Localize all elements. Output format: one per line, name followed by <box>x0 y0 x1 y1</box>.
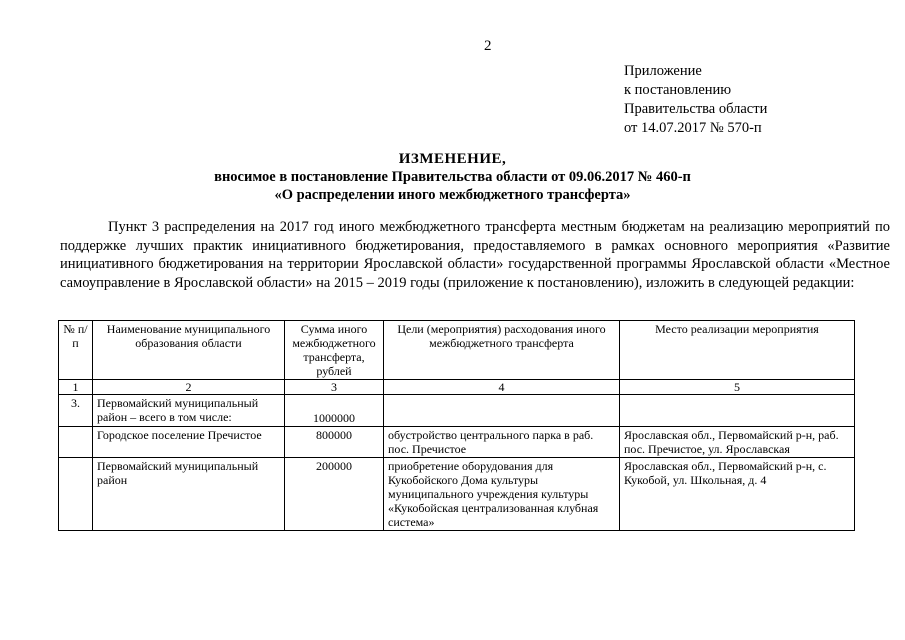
appendix-line: от 14.07.2017 № 570-п <box>624 120 762 136</box>
row-purpose: обустройство центрального парка в раб. пос. Пречистое <box>384 427 620 458</box>
table-header-row <box>59 321 855 380</box>
body-paragraph: Пункт 3 распределения на 2017 год иного межбюджетного трансферта местным бюджетам на реализацию мероприятий по поддержке лучших практик инициативного бюджетирования, предоставляемого в рамках основного мероприятия «Развитие инициативного бюджетирования на территории Ярославской области» государственной программы Ярославской области «Местное самоуправление в Ярославской области» на 2015 – 2019 годы (приложение к постановлению), изложить в следующей редакции: <box>60 219 890 291</box>
column-number: 4 <box>384 380 620 395</box>
title-line-3: «О распределении иного межбюджетного трансферта» <box>274 187 631 203</box>
distribution-table <box>58 320 855 531</box>
title-main: ИЗМЕНЕНИЕ, <box>398 151 507 167</box>
document-title <box>0 150 905 204</box>
table-row <box>59 458 855 531</box>
row-purpose: приобретение оборудования для Кукобойского Дома культуры муниципального учреждения культуры «Кукобойская централизованная клубная система» <box>384 458 620 531</box>
header-cell-name: Наименование муниципального образования области <box>93 321 285 380</box>
column-number: 3 <box>285 380 384 395</box>
row-amount: 200000 <box>285 458 384 531</box>
column-number-row <box>59 380 855 395</box>
column-number: 5 <box>620 380 855 395</box>
row-name: Первомайский муниципальный район – всего в том числе: <box>93 395 285 427</box>
appendix-line: Приложение <box>624 63 702 79</box>
page-number: 2 <box>484 38 492 54</box>
row-name: Первомайский муниципальный район <box>93 458 285 531</box>
row-place: Ярославская обл., Первомайский р-н, с. Кукобой, ул. Школьная, д. 4 <box>620 458 855 531</box>
row-place: Ярославская обл., Первомайский р-н, раб. пос. Пречистое, ул. Ярославская <box>620 427 855 458</box>
row-place <box>620 395 855 427</box>
table-row <box>59 427 855 458</box>
title-line-2: вносимое в постановление Правительства области от 09.06.2017 № 460-п <box>214 169 691 185</box>
row-purpose <box>384 395 620 427</box>
appendix-line: Правительства области <box>624 101 768 117</box>
header-cell-num: № п/п <box>59 321 93 380</box>
appendix-line: к постановлению <box>624 82 732 98</box>
table-row <box>59 395 855 427</box>
row-num: 3. <box>59 395 93 427</box>
row-num <box>59 458 93 531</box>
header-cell-purpose: Цели (мероприятия) расходования иного межбюджетного трансферта <box>384 321 620 380</box>
column-number: 2 <box>93 380 285 395</box>
row-name: Городское поселение Пречистое <box>93 427 285 458</box>
row-amount: 1000000 <box>285 395 384 427</box>
row-num <box>59 427 93 458</box>
column-number: 1 <box>59 380 93 395</box>
appendix-block <box>624 62 767 138</box>
header-cell-amount: Сумма иного межбюджетного трансферта, рублей <box>285 321 384 380</box>
row-amount: 800000 <box>285 427 384 458</box>
header-cell-place: Место реализации мероприятия <box>620 321 855 380</box>
